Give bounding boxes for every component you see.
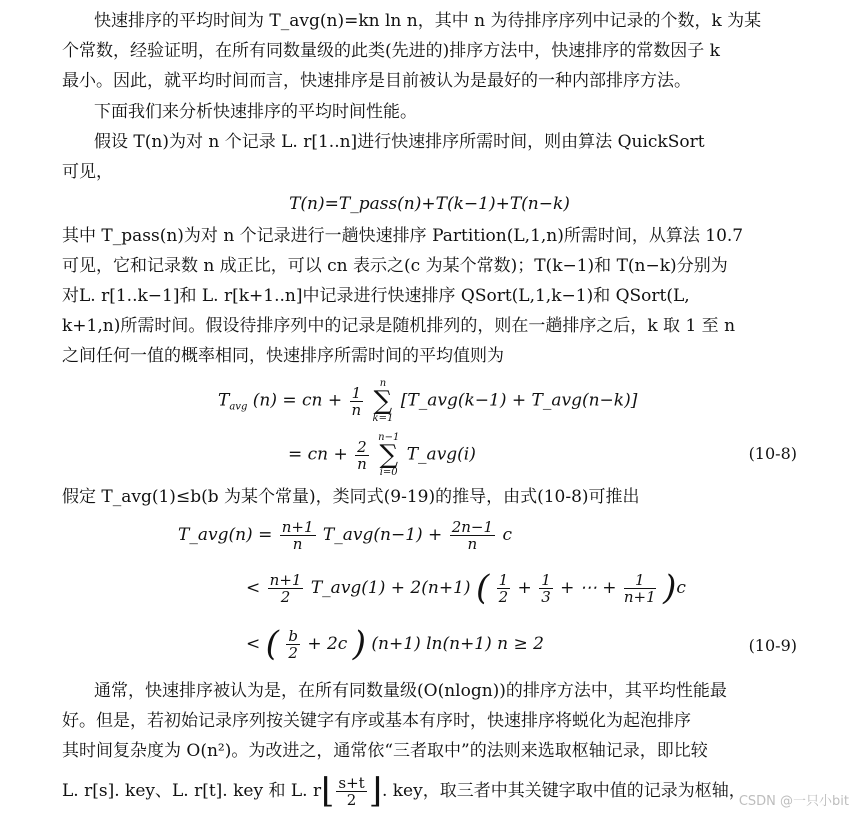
equation-recurrence: T(n)=T_pass(n)+T(k−1)+T(n−k) [289, 194, 570, 214]
paragraph-line: 假设 T(n)为对 n 个记录 L. r[1..n]进行快速排序所需时间，则由算法 QuickSort [94, 132, 705, 152]
paragraph-line: 其时间复杂度为 O(n²)。为改进之，通常依“三者取中”的法则来选取枢轴记录，即比较 [62, 741, 708, 761]
equation-10-8-line2: = cn + $\frac{2}{n}$ n−1 ∑ i=0 T_avg(i) [288, 432, 476, 478]
watermark: CSDN @一只小bit [738, 794, 849, 809]
paragraph-line: k+1,n)所需时间。假设待排序列中的记录是随机排列的，则在一趟排序之后，k 取 1 至 n [62, 316, 736, 336]
equation-10-9-line1: T_avg(n) = $\frac{n+1}{n}$ T_avg(n−1) + $\frac{2n-1}{n}$ c [178, 518, 512, 553]
paragraph-line: 最小。因此，就平均时间而言，快速排序是目前被认为是最好的一种内部排序方法。 [62, 71, 691, 91]
paragraph-line: 对L. r[1..k−1]和 L. r[k+1..n]中记录进行快速排序 QSort(L,1,k−1)和 QSort(L, [62, 286, 690, 306]
paragraph-line: 下面我们来分析快速排序的平均时间性能。 [94, 102, 417, 122]
paragraph-line: 其中 T_pass(n)为对 n 个记录进行一趟快速排序 Partition(L,1,n)所需时间，从算法 10.7 [62, 226, 744, 246]
paragraph-line: 可见，它和记录数 n 成正比，可以 cn 表示之(c 为某个常数)；T(k−1)和 T(n−k)分别为 [62, 256, 728, 276]
equation-number: (10-8) [748, 444, 797, 463]
paragraph-line: 个常数，经验证明，在所有同数量级的此类(先进的)排序方法中，快速排序的常数因子 k [62, 41, 720, 61]
paragraph-line: L. r[s]. key、L. r[t]. key 和 L. r⌊ $\frac{s+t}{2}$ ⌋. key，取三者中其关键字取中值的记录为枢轴， [62, 771, 746, 811]
equation-number: (10-9) [748, 636, 797, 655]
paragraph-line: 快速排序的平均时间为 T_avg(n)=kn ln n，其中 n 为待排序序列中记录的个数，k 为某 [94, 11, 762, 31]
paragraph-line: 可见， [62, 162, 113, 182]
paragraph-line: 假定 T_avg(1)≤b(b 为某个常量)，类同式(9-19)的推导，由式(10-8)可推出 [62, 487, 640, 507]
equation-10-8-line1: $T_{avg}$ (n) = cn + $\frac{1}{n}$ n ∑ k=1 [T_avg(k−1) + T_avg(n−k)] [218, 378, 638, 424]
paragraph-line: 通常，快速排序被认为是，在所有同数量级(O(nlogn))的排序方法中，其平均性能最 [94, 681, 727, 701]
equation-10-9-line3: < ( $\frac{b}{2}$ + 2c ) (n+1) ln(n+1) n ≥ 2 [246, 624, 544, 664]
paragraph-line: 之间任何一值的概率相同，快速排序所需时间的平均值则为 [62, 346, 504, 366]
paragraph-line: 好。但是，若初始记录序列按关键字有序或基本有序时，快速排序将蜕化为起泡排序 [62, 711, 691, 731]
equation-10-9-line2: < $\frac{n+1}{2}$ T_avg(1) + 2(n+1) ( $\frac{1}{2}$ + $\frac{1}{3}$ + ⋯ + $\frac{1}{n+1}$ )c [246, 568, 686, 608]
